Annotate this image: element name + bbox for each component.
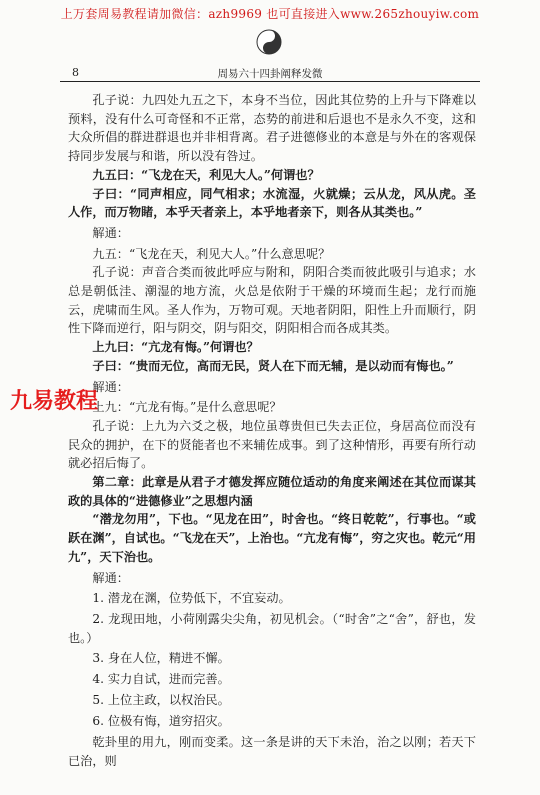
- closing-paragraph: 乾卦里的用九，刚而变柔。这一条是讲的天下未治，治之以刚；若天下已治，则: [68, 735, 476, 768]
- paragraph: 孔子说：九四处九五之下，本身不当位，因此其位势的上升与下降难以预料，没有什么可奇怪和不正常，态势的前进和后退也不是永久不变，这和大众所倡的群进群退也并非相背离。君子进德修业的本意是与外在的客观保持同步发展与和谐，所以没有咎过。: [68, 93, 476, 164]
- list-item: 4. 实力自试，进而完善。: [92, 672, 230, 687]
- paragraph: 解通：: [92, 570, 129, 585]
- top-banner: 上万套周易教程请加微信：azh9969 也可直接进入www.265zhouyiw.com: [60, 7, 480, 21]
- yin-yang-logo: [256, 29, 282, 55]
- paragraph: 解通：: [92, 379, 129, 394]
- paragraph-bold: 九五曰：“飞龙在天，利见大人。”何谓也？: [92, 167, 320, 182]
- page-number: 8: [72, 66, 79, 79]
- paragraph: 孔子说：上九为六爻之极，地位虽尊贵但已失去正位，身居高位而没有民众的拥护，在下的贤能者也不来辅佐成事。到了这种情形，再要有所行动就必招后悔了。: [68, 418, 476, 471]
- chapter-heading: 第二章：此章是从君子才德发挥应随位适动的角度来阐述在其位而谋其政的具体的“进德修业”之思想内涵: [68, 475, 476, 508]
- paragraph: 孔子说：声音合类而彼此呼应与附和，阴阳合类而彼此吸引与追求；水总是朝低洼、潮湿的地方流，火总是依附于干燥的环境而生起；龙行而施云，虎啸而生风。圣人作为，万物可观。天地者阴阳，阳性上升而顺行，阴性下降而逆行，阳与阴交，阴与阳交，阴阳相合而各成其类。: [68, 265, 476, 336]
- list-item: 1. 潜龙在渊，位势低下，不宜妄动。: [92, 591, 291, 606]
- paragraph-bold: 子曰：“同声相应，同气相求；水流湿，火就燥；云从龙，风从虎。圣人作，而万物睹，本乎天者亲上，本乎地者亲下，则各从其类也。”: [68, 186, 476, 220]
- page-body: [68, 91, 476, 771]
- list-item: 3. 身在人位，精进不懈。: [92, 651, 230, 666]
- watermark-text: 九易教程: [10, 389, 99, 414]
- list-item: 5. 上位主政，以权治民。: [92, 692, 230, 707]
- list-item: 6. 位极有悔，道穷招灾。: [92, 713, 230, 728]
- paragraph-bold: 上九曰：“亢龙有悔。”何谓也？: [92, 340, 259, 355]
- paragraph: 上九：“亢龙有悔。”是什么意思呢？: [92, 400, 282, 415]
- list-item: 2. 龙现田地，小荷刚露尖尖角，初见机会。（“时舍”之“舍”，舒也，发也。）: [68, 611, 476, 645]
- paragraph: 解通：: [92, 225, 129, 240]
- running-title: 周易六十四卦阐释发微: [217, 68, 323, 80]
- paragraph: 九五：“飞龙在天，利见大人。”什么意思呢？: [92, 246, 331, 261]
- paragraph-bold: 子曰：“贵而无位，高而无民，贤人在下而无辅，是以动而有悔也。”: [92, 358, 454, 373]
- paragraph-bold: “潜龙勿用”，下也。“见龙在田”，时舍也。“终日乾乾”，行事也。“或跃在渊”，自试也。“飞龙在天”，上治也。“亢龙有悔”，穷之灾也。乾元“用九”，天下治也。: [68, 512, 476, 564]
- header-rule: [60, 81, 480, 82]
